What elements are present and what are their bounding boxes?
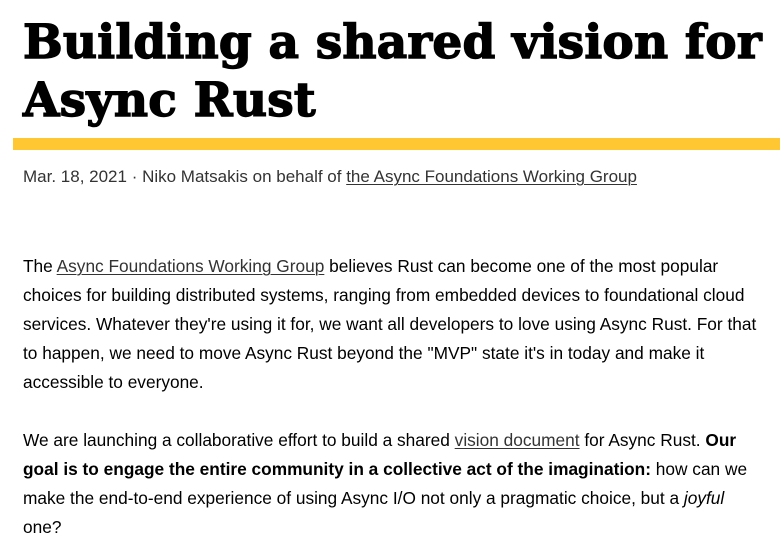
working-group-link[interactable]: the Async Foundations Working Group bbox=[346, 167, 637, 186]
title-accent-rule bbox=[13, 138, 780, 150]
vision-document-link[interactable]: vision document bbox=[454, 430, 580, 450]
intro-paragraph bbox=[23, 252, 763, 397]
post-meta bbox=[23, 166, 763, 188]
p2-end: one? bbox=[23, 517, 62, 537]
page-title: Building a shared vision for Async Rust bbox=[23, 15, 762, 128]
joyful-emphasis: joyful bbox=[683, 488, 725, 508]
p2-mid: how can we make the end-to-end experience of using Async I/O not only a pragmatic choice, but a bbox=[23, 459, 748, 508]
goal-paragraph bbox=[23, 426, 763, 542]
p1-lead: The bbox=[23, 256, 57, 276]
p2-after-link: for Async Rust. bbox=[579, 430, 706, 450]
post-author: Niko Matsakis bbox=[142, 167, 248, 186]
behalf-text: on behalf of bbox=[247, 167, 347, 186]
p1-body: believes Rust can become one of the most popular choices for building distributed systems, ranging from embedded devices to foundational cloud services. Whatever they're using it for, we want all developers to love using Async Rust. For that to happen, we need to move Async Rust beyond the "MVP" state it's in today and make it accessible to everyone. bbox=[23, 256, 757, 392]
post-date: Mar. 18, 2021 bbox=[23, 167, 127, 186]
p2-lead: We are launching a collaborative effort to build a shared bbox=[23, 430, 455, 450]
meta-separator: · bbox=[126, 167, 143, 186]
async-foundations-link[interactable]: Async Foundations Working Group bbox=[56, 256, 325, 276]
goal-statement: Our goal is to engage the entire community in a collective act of the imagination: bbox=[23, 430, 737, 479]
